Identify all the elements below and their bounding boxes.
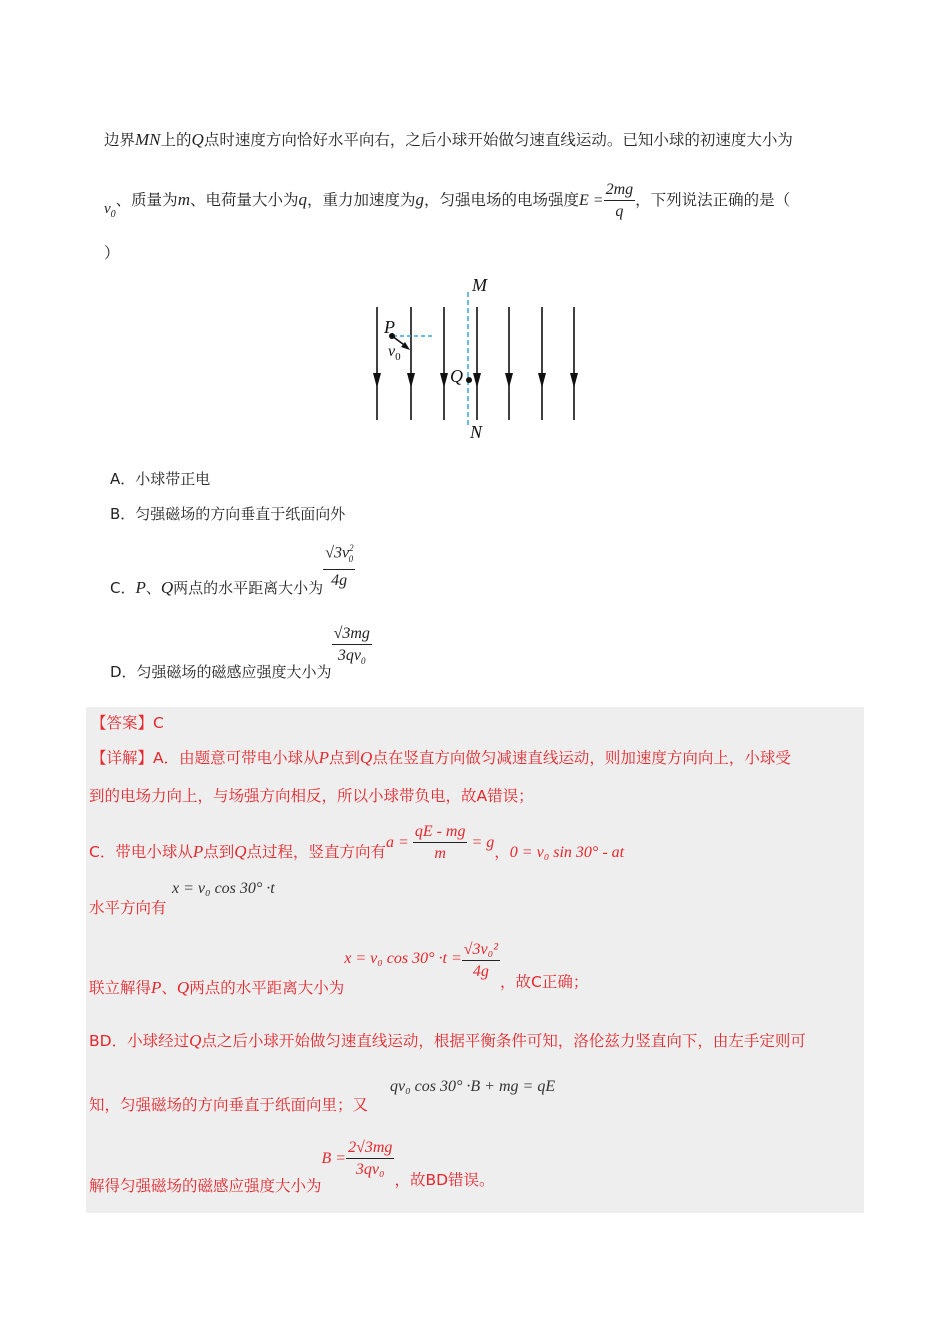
- c3-eq-frac: [462, 940, 500, 983]
- c1-eq1-rhs: = g: [471, 834, 495, 852]
- bd3-eq: [321, 1139, 395, 1178]
- q2-text-d: ，匀强电场的电场强度: [424, 191, 580, 210]
- bd1-text-b: 点之后小球开始做匀速直线运动，根据平衡条件可知，洛伦兹力竖直向下，由左手定则可: [201, 1032, 806, 1050]
- option-C-frac: [323, 538, 355, 592]
- option-C[interactable]: [110, 538, 355, 598]
- answer-BD-line2: 知，匀强磁场的方向垂直于纸面向里；又: [89, 1096, 369, 1114]
- eq-E-lhs: E =: [579, 192, 604, 210]
- question-line-3: ）: [104, 244, 120, 262]
- c3-eq-lhs: x = v₀ cos 30° ·t =: [344, 950, 462, 968]
- option-C-prefix: C．: [110, 579, 136, 598]
- field-arrow-2: [407, 373, 415, 388]
- option-C-num: [323, 538, 355, 570]
- q1-text-c: 点时速度方向恰好水平向右，之后小球开始做匀速直线运动。已知小球的初速度大小为: [203, 131, 793, 149]
- c1-P: P: [192, 842, 204, 862]
- c2-eq: x = v₀ cos 30° ·t: [172, 880, 275, 897]
- answer-C-line3: [89, 940, 589, 998]
- c3-eq-den: 4g: [472, 963, 489, 980]
- option-C-den: 4g: [331, 571, 348, 589]
- option-D-frac: [332, 624, 372, 672]
- point-Q: [466, 377, 472, 383]
- option-D-den: [332, 645, 372, 672]
- c1-eq1-lhs: a =: [386, 834, 409, 852]
- field-arrow-3: [440, 373, 448, 388]
- c3-Q: Q: [176, 978, 190, 998]
- label-N: N: [470, 422, 483, 442]
- label-Q: Q: [450, 366, 463, 386]
- eq-E-frac: [604, 180, 636, 223]
- answer-BD-line3: [89, 1138, 495, 1196]
- c3-text-a: 联立解得: [89, 979, 152, 998]
- field-arrow-1: [373, 373, 381, 388]
- c3-lead: [89, 979, 344, 997]
- c3-text-c: ，故C正确；: [500, 973, 589, 992]
- v0-sub: 0: [110, 209, 116, 221]
- var-MN: MN: [135, 130, 161, 149]
- label-v-sub: 0: [395, 351, 401, 363]
- field-arrow-4: [473, 373, 481, 388]
- v0-base: v: [104, 201, 111, 218]
- bd1-Q: Q: [189, 1031, 202, 1050]
- bd3-text-end: ，故BD错误。: [394, 1171, 495, 1190]
- option-C-sep: 、: [145, 579, 161, 598]
- detail-label: 【详解】: [91, 749, 154, 767]
- bd3-eq-num: 2√3mg: [346, 1138, 394, 1159]
- label-P: P: [384, 317, 395, 337]
- option-C-P: P: [135, 578, 146, 598]
- c3-text-b: 两点的水平距离大小为: [189, 979, 345, 998]
- answer-A-line1: [91, 747, 791, 769]
- answer-label: 【答案】C: [91, 714, 164, 732]
- eq-E-den: q: [615, 203, 624, 220]
- var-v0: [104, 201, 116, 221]
- q2-text-b: 、电荷量大小为: [189, 191, 299, 210]
- electric-field-lines: [373, 307, 578, 420]
- c3-eq-num: √3v₀²: [462, 940, 500, 961]
- option-D-den-sub: 0: [361, 656, 366, 667]
- answer-C-line1: [89, 822, 624, 865]
- a1-text-a: A．由题意可带电小球从: [153, 749, 319, 767]
- var-Q: Q: [191, 130, 204, 149]
- eq-E: [579, 181, 635, 220]
- c1-text-b: 点到: [203, 843, 235, 862]
- question-line-2: [104, 180, 790, 223]
- option-C-num-sub: 0: [348, 553, 354, 564]
- c1-eq1-den: m: [434, 845, 446, 862]
- c1-eq1: [386, 823, 495, 862]
- c1-comma: ，: [494, 843, 510, 862]
- a1-P: P: [318, 748, 330, 767]
- c1-text-c: 点过程，竖直方向有: [246, 843, 387, 862]
- label-M: M: [472, 275, 487, 295]
- option-C-num-text: √3v: [325, 544, 350, 562]
- field-arrow-5: [505, 373, 513, 388]
- q1-text-b: 上的: [160, 131, 192, 149]
- question-line-1: [104, 129, 793, 151]
- label-v: v: [388, 343, 396, 360]
- option-D-den-text: 3qv: [337, 647, 362, 664]
- option-D-text: D．匀强磁场的磁感应强度大小为: [110, 662, 332, 681]
- option-A[interactable]: A．小球带正电: [110, 470, 211, 488]
- c1-eq1-frac: [413, 822, 468, 865]
- bd3-eq-frac: [346, 1138, 394, 1181]
- c3-P: P: [151, 978, 162, 998]
- bd1-text-a: BD．小球经过: [89, 1032, 190, 1050]
- a1-text-b: 点到: [329, 749, 361, 767]
- option-C-text: 两点的水平距离大小为: [173, 579, 324, 598]
- option-B[interactable]: B．匀强磁场的方向垂直于纸面向外: [110, 505, 346, 523]
- q1-text-a: 边界: [104, 131, 136, 149]
- q2-text-e: ，下列说法正确的是（: [635, 191, 791, 210]
- c1-text-a: C．带电小球从: [89, 843, 193, 862]
- c3-sep: 、: [161, 979, 177, 998]
- c1-eq2: 0 = v₀ sin 30° - at: [509, 844, 625, 862]
- c3-eq: [344, 941, 500, 980]
- option-D-num: √3mg: [332, 624, 372, 645]
- bd2-eq: qv₀ cos 30° ·B + mg = qE: [390, 1078, 556, 1095]
- var-q: q: [298, 190, 307, 210]
- option-D[interactable]: [110, 624, 372, 681]
- eq-E-num: 2mg: [604, 180, 636, 201]
- field-arrow-6: [538, 373, 546, 388]
- a1-text-c: 点在竖直方向做匀减速直线运动，则加速度方向向上，小球受: [372, 749, 791, 767]
- answer-BD-line1: [89, 1030, 806, 1052]
- c1-lead: [89, 843, 386, 861]
- bd3-eq-lhs: B =: [321, 1150, 347, 1168]
- option-C-num-sup: 2: [349, 543, 354, 553]
- q2-text-c: ，重力加速度为: [306, 191, 416, 210]
- c1-Q: Q: [234, 842, 247, 862]
- bd3-eq-den: 3qv₀: [355, 1161, 385, 1178]
- q2-text-a: 、质量为: [115, 191, 178, 210]
- var-m: m: [177, 190, 190, 210]
- bd3-text: 解得匀强磁场的磁感应强度大小为: [89, 1177, 322, 1196]
- a1-Q: Q: [360, 748, 373, 767]
- answer-C-line2: 水平方向有: [89, 899, 167, 917]
- field-arrow-7: [570, 373, 578, 388]
- option-C-lead: [110, 579, 323, 597]
- field-diagram: [360, 270, 600, 450]
- var-g: g: [415, 190, 424, 210]
- option-C-Q: Q: [160, 578, 174, 598]
- label-v0: [388, 343, 401, 363]
- c1-eq1-num: qE - mg: [413, 822, 468, 843]
- answer-A-line2: 到的电场力向上，与场强方向相反，所以小球带负电，故A错误；: [89, 787, 534, 805]
